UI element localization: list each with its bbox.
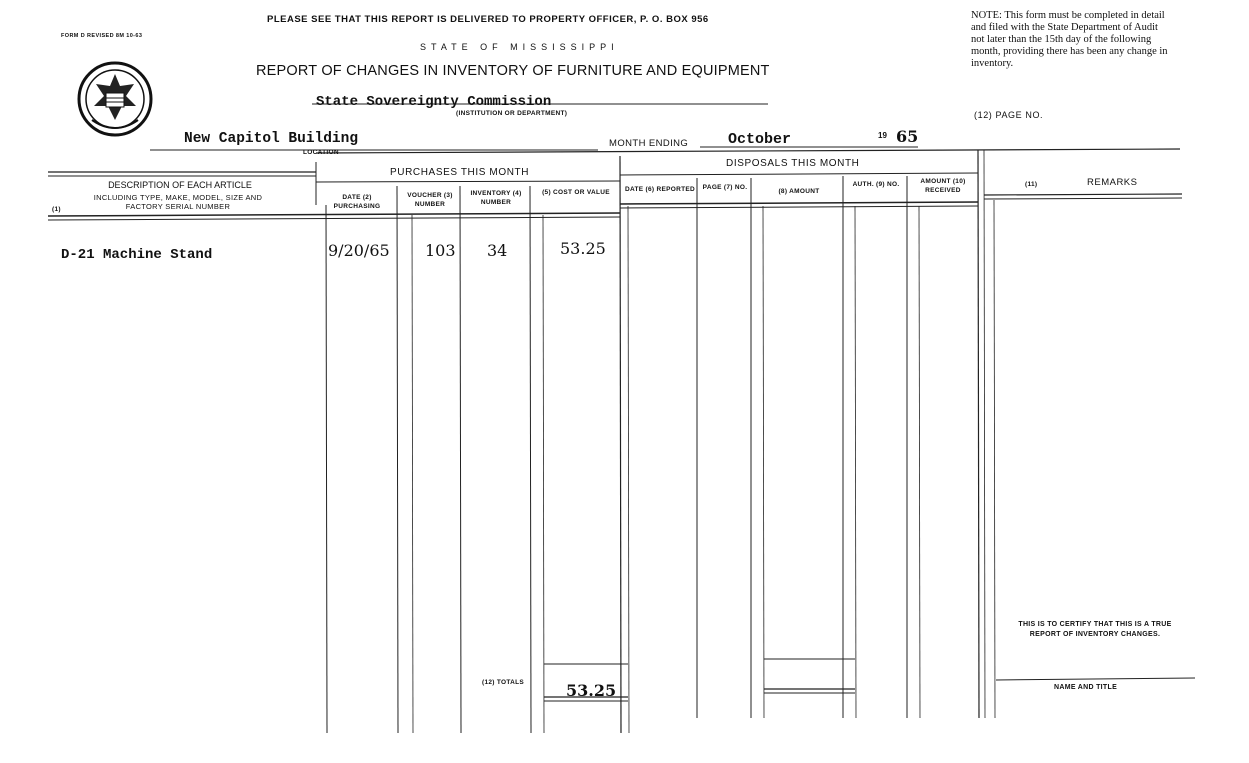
row-cost: 53.25 (560, 239, 606, 258)
inventory-header: INVENTORY (4) NUMBER (470, 190, 522, 206)
filing-note: NOTE: This form must be completed in detail and filed with the State Department of Audit not later than the 15th day of the following month, providing there has been any change in inventory. (971, 10, 1168, 69)
institution-value: State Sovereignty Commission (316, 94, 552, 110)
totals-label: (12) TOTALS (482, 679, 525, 686)
month-ending-month: October (728, 131, 792, 148)
state-name: STATE OF MISSISSIPPI (420, 42, 619, 52)
institution-caption: (INSTITUTION OR DEPARTMENT) (456, 110, 568, 117)
certify-text: THIS IS TO CERTIFY THAT THIS IS A TRUE REPORT OF INVENTORY CHANGES. (1018, 621, 1172, 638)
month-ending-century: 19 (878, 131, 887, 140)
form-title: REPORT OF CHANGES IN INVENTORY OF FURNITURE AND EQUIPMENT (256, 63, 770, 79)
state-seal-icon (76, 60, 154, 138)
remarks-header: REMARKS (1087, 177, 1138, 188)
name-and-title-label: NAME AND TITLE (1054, 684, 1118, 691)
page-no-header: PAGE (7) NO. (702, 184, 748, 191)
month-ending-year: 65 (896, 127, 919, 146)
description-header: DESCRIPTION OF EACH ARTICLE (108, 180, 252, 190)
description-subheader: INCLUDING TYPE, MAKE, MODEL, SIZE AND FACTORY SERIAL NUMBER (93, 193, 263, 211)
row-description: D-21 Machine Stand (61, 247, 213, 263)
voucher-header: VOUCHER (3) NUMBER (407, 192, 453, 208)
row-voucher: 103 (425, 241, 456, 260)
description-col-num: (1) (52, 206, 61, 213)
amount-header: (8) AMOUNT (778, 188, 820, 195)
delivery-note: PLEASE SEE THAT THIS REPORT IS DELIVERED TO PROPERTY OFFICER, P. O. BOX 956 (267, 14, 709, 25)
location-caption: LOCATION (303, 149, 339, 156)
row-date: 9/20/65 (328, 241, 390, 260)
page-no-label: (12) PAGE NO. (974, 110, 1044, 120)
form-id: FORM D REVISED 8M 10-63 (61, 33, 143, 39)
disposals-header: DISPOSALS THIS MONTH (726, 158, 860, 169)
amount-received-header: AMOUNT (10) RECEIVED (920, 178, 966, 194)
auth-no-header: AUTH. (9) NO. (852, 181, 900, 188)
cost-header: (5) COST OR VALUE (542, 189, 610, 196)
purchases-header: PURCHASES THIS MONTH (390, 167, 530, 178)
totals-value: 53.25 (566, 681, 617, 700)
date-purchasing-header: DATE (2) PURCHASING (333, 194, 381, 210)
date-reported-header: DATE (6) REPORTED (625, 186, 695, 193)
location-value: New Capitol Building (184, 131, 359, 147)
remarks-col-num: (11) (1025, 181, 1038, 188)
month-ending-label: MONTH ENDING (609, 138, 689, 149)
row-inventory: 34 (487, 241, 508, 260)
